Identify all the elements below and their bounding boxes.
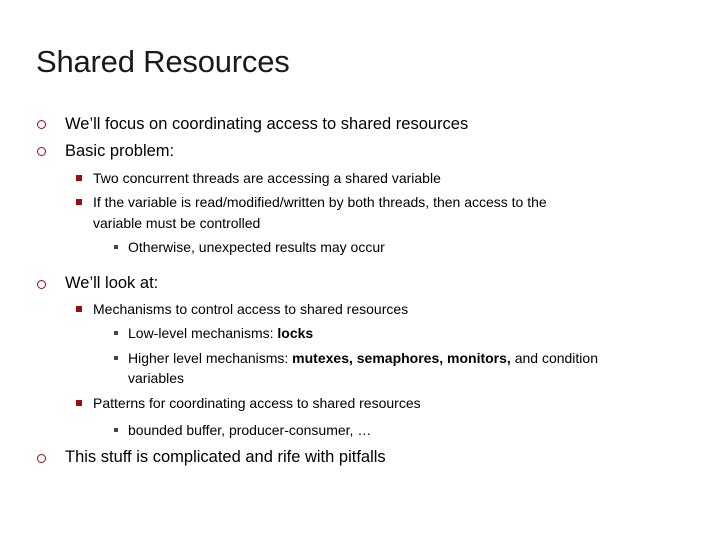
bullet-read-modify-write-cont: variable must be controlled [93,215,261,231]
bullet-two-threads: Two concurrent threads are accessing a shared variable [93,170,441,186]
bullet-patterns: Patterns for coordinating access to shared resources [93,395,421,411]
level3-bullet-icon [114,245,118,249]
level2-bullet-icon [76,175,82,181]
bullet-pitfalls: This stuff is complicated and rife with pitfalls [65,448,386,466]
level1-bullet-icon [37,454,46,463]
level2-bullet-icon [76,400,82,406]
level2-bullet-icon [76,199,82,205]
bullet-bounded-buffer: bounded buffer, producer-consumer, … [128,422,372,438]
bullet-low-level [128,323,313,343]
bullet-mechanisms: Mechanisms to control access to shared resources [93,301,409,317]
bullet-look-at: We’ll look at: [65,274,159,292]
bullet-higher-level-cont: variables [128,370,185,386]
bullet-basic-problem: Basic problem: [65,142,175,160]
bullet-unexpected-results: Otherwise, unexpected results may occur [128,239,385,255]
low-level-prefix: Low-level mechanisms: [128,325,278,341]
bullet-focus: We’ll focus on coordinating access to shared resources [65,115,469,133]
slide-title: Shared Resources [36,44,290,79]
bullet-read-modify-write: If the variable is read/modified/written by both threads, then access to the [93,194,547,210]
higher-level-suffix: and condition [510,350,598,366]
higher-level-bold: mutexes, semaphores, monitors, [292,350,511,366]
bullet-higher-level [128,348,598,368]
level1-bullet-icon [37,280,46,289]
level3-bullet-icon [114,331,118,335]
higher-level-prefix: Higher level mechanisms: [128,350,293,366]
level3-bullet-icon [114,356,118,360]
low-level-bold: locks [277,325,314,341]
level1-bullet-icon [37,147,46,156]
level2-bullet-icon [76,306,82,312]
level3-bullet-icon [114,428,118,432]
level1-bullet-icon [37,120,46,129]
